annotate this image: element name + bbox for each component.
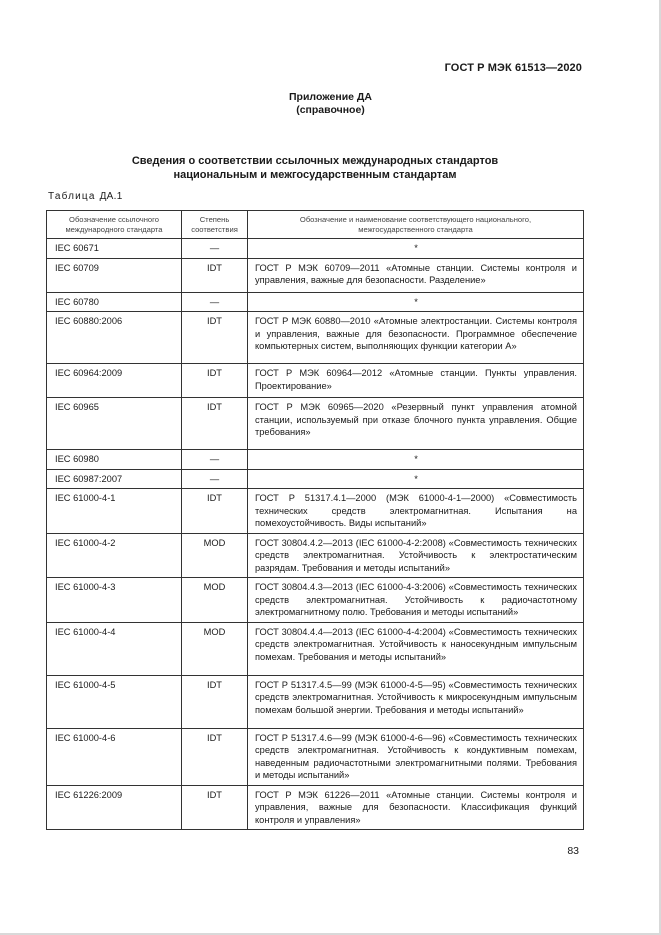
degree-cell: — <box>182 469 248 489</box>
national-standard-cell: * <box>248 469 584 489</box>
international-standard-cell: IEC 60980 <box>47 450 182 470</box>
national-standard-cell: ГОСТ 30804.4.4—2013 (IEC 61000-4-4:2004) «Совместимость технических средств электромагнитная. Устойчивость к наносекундным импульсным помехам. Требования и методы испытаний» <box>248 622 584 675</box>
table-row <box>47 675 584 728</box>
page-number: 83 <box>567 845 579 857</box>
international-standard-cell: IEC 61000-4-3 <box>47 578 182 623</box>
section-title <box>40 154 590 182</box>
national-standard-cell: * <box>248 292 584 312</box>
degree-cell: IDT <box>182 489 248 534</box>
appendix-title: Приложение ДА <box>289 91 372 103</box>
national-standard-cell: ГОСТ Р 51317.4.1—2000 (МЭК 61000-4-1—2000) «Совместимость технических средств электромагнитная. Испытания на помехоустойчивость. Виды испытаний» <box>248 489 584 534</box>
degree-cell: IDT <box>182 258 248 292</box>
international-standard-cell: IEC 60965 <box>47 398 182 450</box>
degree-cell: IDT <box>182 675 248 728</box>
international-standard-cell: IEC 61000-4-1 <box>47 489 182 534</box>
international-standard-cell: IEC 60987:2007 <box>47 469 182 489</box>
international-standard-cell: IEC 60671 <box>47 239 182 259</box>
degree-cell: IDT <box>182 398 248 450</box>
table-caption <box>48 191 123 202</box>
international-standard-cell: IEC 61000-4-4 <box>47 622 182 675</box>
table-row <box>47 469 584 489</box>
table-row <box>47 785 584 830</box>
table-row <box>47 398 584 450</box>
degree-cell: — <box>182 450 248 470</box>
table-row <box>47 450 584 470</box>
national-standard-cell: ГОСТ 30804.4.2—2013 (IEC 61000-4-2:2008) «Совместимость технических средств электромагнитная. Устойчивость к электростатическим разрядам. Требования и методы испытаний» <box>248 533 584 578</box>
degree-cell: — <box>182 239 248 259</box>
table-row <box>47 312 584 364</box>
degree-cell: IDT <box>182 364 248 398</box>
correspondence-table <box>46 210 584 830</box>
table-row <box>47 489 584 534</box>
appendix-heading <box>0 91 661 117</box>
degree-cell: MOD <box>182 533 248 578</box>
table-header-row <box>47 211 584 239</box>
degree-cell: IDT <box>182 312 248 364</box>
international-standard-cell: IEC 60780 <box>47 292 182 312</box>
table-row <box>47 622 584 675</box>
national-standard-cell: ГОСТ Р 51317.4.5—99 (МЭК 61000-4-5—95) «Совместимость технических средств электромагнитная. Устойчивость к микросекундным импульсным помехам большой энергии. Требования и методы испытаний» <box>248 675 584 728</box>
national-standard-cell: ГОСТ Р МЭК 60880—2010 «Атомные электростанции. Системы контроля и управления, важные для безопасности. Программное обеспечение компьютерных систем, выполняющих функции категории А» <box>248 312 584 364</box>
column-header-national-standard: Обозначение и наименование соответствующего национального, межгосударственного стандарта <box>248 211 584 239</box>
international-standard-cell: IEC 60880:2006 <box>47 312 182 364</box>
national-standard-cell: * <box>248 450 584 470</box>
national-standard-cell: ГОСТ Р 51317.4.6—99 (МЭК 61000-4-6—96) «Совместимость технических средств электромагнитная. Устойчивость к кондуктивным помехам, наведенным радиочастотными электромагнитными полями. Требования и методы испытаний» <box>248 728 584 785</box>
table-row <box>47 258 584 292</box>
table-caption-label: Таблица <box>48 191 96 202</box>
table-row <box>47 292 584 312</box>
section-title-line-1: Сведения о соответствии ссылочных международных стандартов <box>131 155 499 167</box>
table-caption-number: ДА.1 <box>99 191 123 202</box>
international-standard-cell: IEC 60964:2009 <box>47 364 182 398</box>
column-header-international-standard: Обозначение ссылочного международного стандарта <box>47 211 182 239</box>
table-row <box>47 239 584 259</box>
table-row <box>47 364 584 398</box>
international-standard-cell: IEC 61000-4-5 <box>47 675 182 728</box>
degree-cell: MOD <box>182 622 248 675</box>
column-header-degree: Степень соответствия <box>182 211 248 239</box>
table-row <box>47 728 584 785</box>
international-standard-cell: IEC 61000-4-6 <box>47 728 182 785</box>
table-row <box>47 578 584 623</box>
degree-cell: — <box>182 292 248 312</box>
appendix-subtitle: (справочное) <box>296 104 365 116</box>
degree-cell: IDT <box>182 728 248 785</box>
national-standard-cell: ГОСТ Р МЭК 60709—2011 «Атомные станции. Системы контроля и управления, важные для безопасности. Разделение» <box>248 258 584 292</box>
degree-cell: IDT <box>182 785 248 830</box>
national-standard-cell: ГОСТ Р МЭК 60964—2012 «Атомные станции. Пункты управления. Проектирование» <box>248 364 584 398</box>
national-standard-cell: ГОСТ Р МЭК 60965—2020 «Резервный пункт управления атомной станции, используемый при отказе блочного пункта управления. Общие требования» <box>248 398 584 450</box>
document-code: ГОСТ Р МЭК 61513—2020 <box>444 62 582 74</box>
table-row <box>47 533 584 578</box>
degree-cell: MOD <box>182 578 248 623</box>
national-standard-cell: * <box>248 239 584 259</box>
national-standard-cell: ГОСТ Р МЭК 61226—2011 «Атомные станции. Системы контроля и управления, важные для безопасности. Классификация функций контроля и управления» <box>248 785 584 830</box>
national-standard-cell: ГОСТ 30804.4.3—2013 (IEC 61000-4-3:2006) «Совместимость технических средств электромагнитная. Устойчивость к радиочастотному электромагнитному полю. Требования и методы испытаний» <box>248 578 584 623</box>
international-standard-cell: IEC 61226:2009 <box>47 785 182 830</box>
international-standard-cell: IEC 61000-4-2 <box>47 533 182 578</box>
section-title-line-2: национальным и межгосударственным стандартам <box>173 169 457 181</box>
international-standard-cell: IEC 60709 <box>47 258 182 292</box>
